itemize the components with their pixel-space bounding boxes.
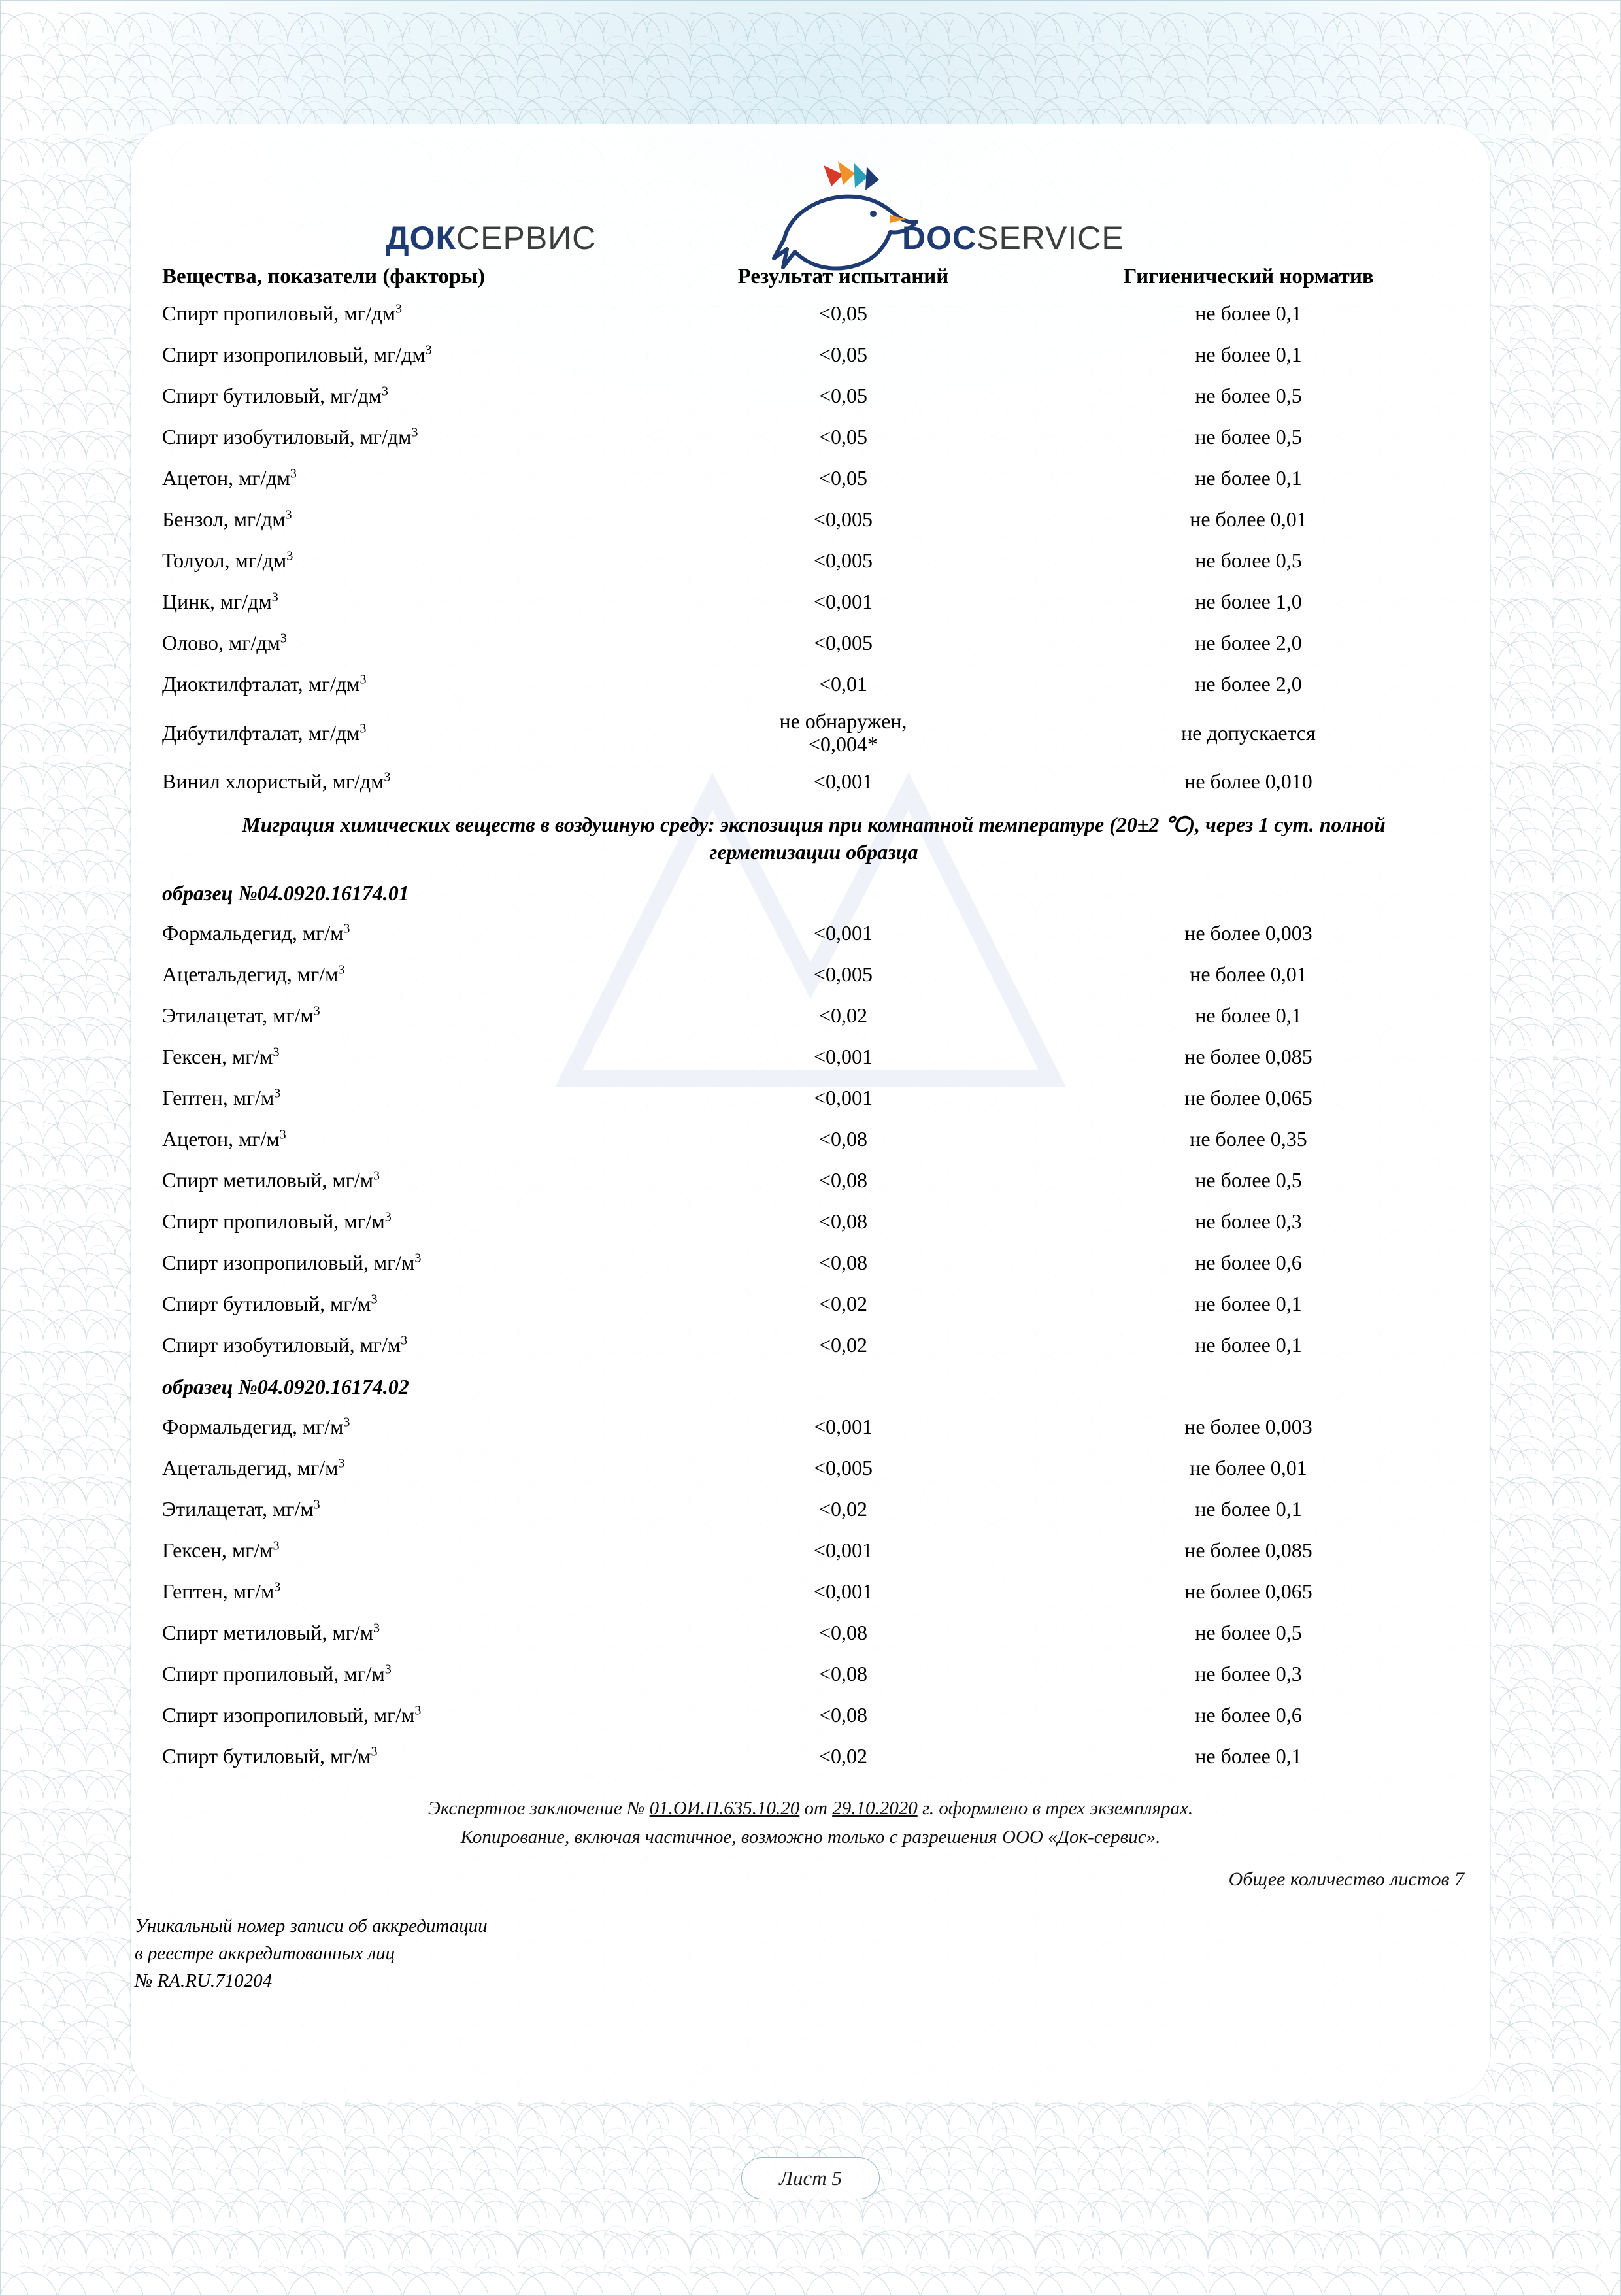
cell-norm: не более 0,5 bbox=[1195, 384, 1302, 407]
accreditation-block bbox=[131, 1912, 854, 1995]
table-row bbox=[157, 1695, 1471, 1736]
cell-substance: Спирт изопропиловый, $мг/дм^3$ bbox=[162, 343, 432, 366]
conclusion-mid: от bbox=[799, 1798, 833, 1819]
cell-norm: не более 0,6 bbox=[1195, 1251, 1302, 1275]
cell-result: <0,005 bbox=[813, 549, 873, 572]
conclusion-prefix: Экспертное заключение № bbox=[427, 1798, 650, 1819]
cell-norm: не более 0,085 bbox=[1184, 1538, 1312, 1562]
accreditation-line-2: в реестре аккредитованных лиц bbox=[135, 1943, 395, 1965]
table-row bbox=[157, 1736, 1471, 1777]
test-results-table bbox=[157, 265, 1471, 1777]
cell-norm: не более 0,5 bbox=[1195, 425, 1302, 448]
cell-norm: не более 0,01 bbox=[1190, 962, 1307, 987]
cell-result: <0,005 bbox=[813, 507, 873, 531]
cell-norm: не более 2,0 bbox=[1195, 631, 1302, 654]
brand-logo-en-normal: SERVICE bbox=[977, 220, 1124, 256]
table-row bbox=[157, 334, 1471, 375]
cell-result: <0,08 bbox=[818, 1703, 868, 1727]
cell-norm: не более 0,01 bbox=[1190, 507, 1307, 531]
accreditation-line-1: Уникальный номер записи об аккредитации bbox=[135, 1916, 488, 1936]
cell-result: <0,05 bbox=[818, 384, 868, 407]
sample-label-2 bbox=[157, 1366, 1471, 1406]
cell-norm: не более 0,1 bbox=[1195, 466, 1302, 490]
cell-substance: Спирт метиловый, $мг/м^3$ bbox=[162, 1168, 380, 1192]
cell-result: <0,001 bbox=[813, 1086, 873, 1110]
table-row bbox=[157, 622, 1471, 664]
cell-norm: не более 0,065 bbox=[1184, 1579, 1312, 1604]
cell-norm: не более 0,1 bbox=[1195, 1292, 1302, 1316]
cell-substance: Спирт пропиловый, $мг/м^3$ bbox=[162, 1209, 392, 1234]
cell-norm: не более 1,0 bbox=[1195, 590, 1302, 613]
cell-result: не обнаружен, <0,004* bbox=[779, 709, 907, 756]
table-row bbox=[157, 540, 1471, 581]
table-row bbox=[157, 913, 1471, 954]
cell-substance: Гептен, $мг/м^3$ bbox=[162, 1086, 281, 1110]
cell-result: <0,02 bbox=[818, 1004, 868, 1028]
cell-substance: Спирт пропиловый, $мг/дм^3$ bbox=[162, 301, 403, 325]
sample-label-1-text: образец №04.0920.16174.01 bbox=[162, 881, 409, 905]
table-row bbox=[157, 293, 1471, 334]
cell-substance: Гексен, $мг/м^3$ bbox=[162, 1045, 280, 1069]
cell-result: <0,05 bbox=[818, 466, 868, 490]
cell-norm: не более 0,003 bbox=[1184, 921, 1312, 945]
cell-norm: не более 0,1 bbox=[1195, 1004, 1302, 1028]
cell-substance: Спирт изобутиловый, $мг/дм^3$ bbox=[162, 425, 418, 448]
test-results-body bbox=[157, 265, 1471, 1777]
table-row bbox=[157, 1119, 1471, 1160]
document-footer bbox=[131, 1795, 1490, 1891]
cell-result: <0,08 bbox=[818, 1168, 868, 1192]
cell-result: <0,001 bbox=[813, 1538, 873, 1562]
table-row bbox=[157, 458, 1471, 499]
brand-logo-en bbox=[902, 219, 1124, 257]
cell-norm: не более 0,1 bbox=[1195, 301, 1302, 325]
table-row bbox=[157, 416, 1471, 458]
cell-substance: Гептен, $мг/м^3$ bbox=[162, 1579, 281, 1604]
header-norm: Гигиенический норматив bbox=[1123, 265, 1374, 288]
cell-substance: Ацетальдегид, $мг/м^3$ bbox=[162, 962, 345, 987]
cell-norm: не более 0,5 bbox=[1195, 1168, 1302, 1192]
cell-result: <0,001 bbox=[813, 921, 873, 945]
cell-result: <0,01 bbox=[818, 672, 868, 696]
table-row bbox=[157, 1325, 1471, 1366]
cell-norm: не более 0,003 bbox=[1184, 1415, 1312, 1439]
cell-substance: Олово, $мг/дм^3$ bbox=[162, 631, 287, 654]
migration-section-note bbox=[157, 802, 1471, 872]
cell-substance: Спирт изопропиловый, $мг/м^3$ bbox=[162, 1251, 422, 1275]
table-row bbox=[157, 664, 1471, 705]
cell-result: <0,02 bbox=[818, 1497, 868, 1521]
cell-norm: не более 0,1 bbox=[1195, 1333, 1302, 1357]
total-sheets-label: Общее количество листов bbox=[1228, 1868, 1450, 1890]
cell-result: <0,001 bbox=[813, 769, 873, 793]
cell-substance: Ацетон, $мг/м^3$ bbox=[162, 1127, 286, 1151]
table-row bbox=[157, 761, 1471, 802]
cell-substance: Спирт бутиловый, $мг/м^3$ bbox=[162, 1292, 378, 1316]
cell-result: <0,001 bbox=[813, 1045, 873, 1069]
cell-substance: Спирт изопропиловый, $мг/м^3$ bbox=[162, 1703, 422, 1727]
conclusion-line bbox=[131, 1795, 1490, 1823]
cell-substance: Спирт пропиловый, $мг/м^3$ bbox=[162, 1662, 392, 1686]
table-row bbox=[157, 1201, 1471, 1242]
header-result: Результат испытаний bbox=[737, 265, 949, 288]
cell-substance: Спирт бутиловый, $мг/дм^3$ bbox=[162, 384, 388, 407]
table-row bbox=[157, 499, 1471, 540]
cell-result: <0,05 bbox=[818, 425, 868, 448]
cell-norm: не более 0,085 bbox=[1184, 1045, 1312, 1069]
table-row bbox=[157, 1160, 1471, 1201]
cell-result: <0,08 bbox=[818, 1621, 868, 1645]
table-row bbox=[157, 1447, 1471, 1489]
cell-result: <0,08 bbox=[818, 1209, 868, 1234]
cell-result: <0,08 bbox=[818, 1662, 868, 1686]
brand-logo-en-bold: DOC bbox=[902, 220, 977, 256]
table-row bbox=[157, 1283, 1471, 1325]
cell-result: <0,02 bbox=[818, 1744, 868, 1768]
table-row bbox=[157, 1406, 1471, 1447]
cell-result: <0,02 bbox=[818, 1333, 868, 1357]
cell-substance: Толуол, $мг/дм^3$ bbox=[162, 549, 293, 572]
cell-substance: Гексен, $мг/м^3$ bbox=[162, 1538, 280, 1562]
table-row bbox=[157, 1489, 1471, 1530]
brand-logo-ru-bold: ДОК bbox=[386, 220, 457, 256]
cell-norm: не более 2,0 bbox=[1195, 672, 1302, 696]
table-row bbox=[157, 1077, 1471, 1119]
sheet-number-badge: Лист 5 bbox=[741, 2157, 880, 2199]
table-row bbox=[157, 581, 1471, 622]
cell-norm: не более 0,1 bbox=[1195, 343, 1302, 366]
copy-note: Копирование, включая частичное, возможно только с разрешения ООО «Док-сервис». bbox=[460, 1826, 1161, 1848]
total-sheets-value: 7 bbox=[1454, 1868, 1464, 1890]
table-row bbox=[157, 1036, 1471, 1077]
conclusion-suffix: г. оформлено в трех экземплярах. bbox=[917, 1798, 1194, 1819]
cell-result: <0,005 bbox=[813, 631, 873, 654]
cell-substance: Спирт метиловый, $мг/м^3$ bbox=[162, 1621, 380, 1645]
table-row bbox=[157, 1571, 1471, 1612]
table-row bbox=[157, 995, 1471, 1036]
cell-norm: не более 0,5 bbox=[1195, 1621, 1302, 1645]
cell-substance: Дибутилфталат, $мг/дм^3$ bbox=[162, 720, 367, 745]
cell-substance: Формальдегид, $мг/м^3$ bbox=[162, 1415, 350, 1439]
cell-norm: не более 0,01 bbox=[1190, 1456, 1307, 1480]
cell-result: <0,08 bbox=[818, 1251, 868, 1275]
cell-norm: не более 0,010 bbox=[1184, 769, 1312, 793]
cell-substance: Ацетальдегид, $мг/м^3$ bbox=[162, 1456, 345, 1480]
cell-result: <0,001 bbox=[813, 1579, 873, 1604]
accreditation-line-3: № RA.RU.710204 bbox=[135, 1970, 273, 1992]
table-row bbox=[157, 1653, 1471, 1695]
cell-substance: Спирт изобутиловый, $мг/м^3$ bbox=[162, 1333, 408, 1357]
cell-norm: не более 0,1 bbox=[1195, 1744, 1302, 1768]
conclusion-date: 29.10.2020 bbox=[832, 1798, 918, 1819]
table-row bbox=[157, 1530, 1471, 1571]
table-header-row bbox=[157, 265, 1471, 293]
cell-norm: не более 0,3 bbox=[1195, 1209, 1302, 1234]
table-row bbox=[157, 705, 1471, 761]
cell-norm: не более 0,35 bbox=[1190, 1127, 1307, 1151]
conclusion-number: 01.ОИ.П.635.10.20 bbox=[649, 1798, 800, 1819]
cell-result: <0,001 bbox=[813, 1415, 873, 1439]
cell-result: <0,001 bbox=[813, 590, 873, 613]
brand-logo-ru bbox=[386, 219, 596, 257]
table-row bbox=[157, 1612, 1471, 1653]
migration-section-note-text: Миграция химических веществ в воздушную среду: экспозиция при комнатной температуре (20±2 ℃), через 1 сут. полной герметизации образца bbox=[242, 813, 1386, 864]
cell-result: <0,08 bbox=[818, 1127, 868, 1151]
cell-result: <0,02 bbox=[818, 1292, 868, 1316]
cell-substance: Винил хлористый, $мг/дм^3$ bbox=[162, 769, 391, 793]
table-row bbox=[157, 954, 1471, 995]
sample-label-1 bbox=[157, 872, 1471, 913]
cell-substance: Диоктилфталат, $мг/дм^3$ bbox=[162, 672, 367, 696]
cell-substance: Цинк, $мг/дм^3$ bbox=[162, 590, 278, 613]
cell-norm: не допускается bbox=[1181, 720, 1316, 745]
cell-result: <0,05 bbox=[818, 301, 868, 325]
table-row bbox=[157, 1242, 1471, 1283]
header-substance: Вещества, показатели (факторы) bbox=[162, 265, 486, 288]
sample-label-2-text: образец №04.0920.16174.02 bbox=[162, 1374, 409, 1398]
cell-substance: Ацетон, $мг/дм^3$ bbox=[162, 466, 297, 490]
cell-result: <0,05 bbox=[818, 343, 868, 366]
cell-norm: не более 0,5 bbox=[1195, 549, 1302, 572]
table-row bbox=[157, 375, 1471, 416]
cell-norm: не более 0,1 bbox=[1195, 1497, 1302, 1521]
cell-substance: Этилацетат, $мг/м^3$ bbox=[162, 1497, 320, 1521]
brand-logo-ru-normal: СЕРВИС bbox=[456, 220, 597, 256]
cell-substance: Формальдегид, $мг/м^3$ bbox=[162, 921, 350, 945]
cell-result: <0,005 bbox=[813, 1456, 873, 1480]
total-sheets bbox=[131, 1868, 1490, 1891]
cell-norm: не более 0,6 bbox=[1195, 1703, 1302, 1727]
cell-norm: не более 0,065 bbox=[1184, 1086, 1312, 1110]
cell-substance: Спирт бутиловый, $мг/м^3$ bbox=[162, 1744, 378, 1768]
cell-norm: не более 0,3 bbox=[1195, 1662, 1302, 1686]
document-content bbox=[131, 124, 1490, 2099]
cell-result: <0,005 bbox=[813, 962, 873, 987]
cell-substance: Бензол, $мг/дм^3$ bbox=[162, 507, 292, 531]
cell-substance: Этилацетат, $мг/м^3$ bbox=[162, 1004, 320, 1028]
